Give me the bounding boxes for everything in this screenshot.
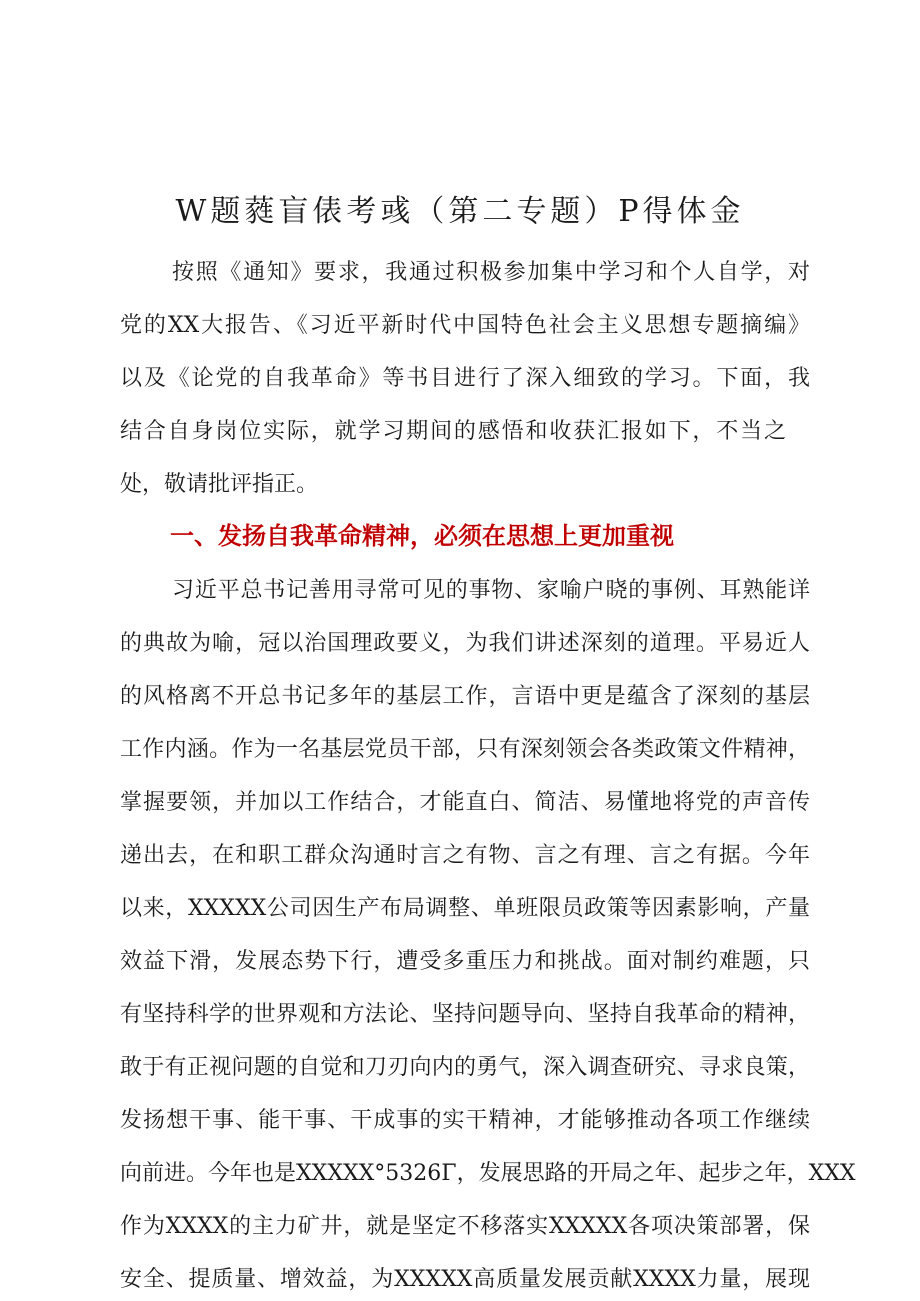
body-line: 习近平总书记善用寻常可见的事物、家喻户晓的事例、耳熟能详: [172, 578, 810, 603]
body-line: 的风格离不开总书记多年的基层工作，言语中更是蕴含了深刻的基层: [120, 684, 810, 709]
body-line: 以来，XXXXX公司因生产布局调整、单班限员政策等因素影响，产量: [120, 896, 810, 921]
body-line: 递出去，在和职工群众沟通时言之有物、言之有理、言之有据。今年: [120, 843, 810, 868]
intro-line: 按照《通知》要求，我通过积极参加集中学习和个人自学，对: [172, 260, 810, 285]
intro-line: 以及《论党的自我革命》等书目进行了深入细致的学习。下面，我: [120, 366, 810, 391]
intro-line: 处，敬请批评指正。: [120, 472, 319, 497]
body-line: 作为XXXX的主力矿井，就是坚定不移落实XXXXX各项决策部署，保: [120, 1214, 810, 1239]
body-line: 工作内涵。作为一名基层党员干部，只有深刻领会各类政策文件精神，: [120, 737, 810, 762]
intro-line: 结合自身岗位实际，就学习期间的感悟和收获汇报如下，不当之: [120, 419, 786, 444]
body-line: 发扬想干事、能干事、干成事的实干精神，才能够推动各项工作继续: [120, 1108, 810, 1133]
body-line: 效益下滑，发展态势下行，遭受多重压力和挑战。面对制约难题，只: [120, 949, 810, 974]
body-line: 敢于有正视问题的自觉和刀刃向内的勇气，深入调查研究、寻求良策，: [120, 1055, 810, 1080]
body-line: 有坚持科学的世界观和方法论、坚持问题导向、坚持自我革命的精神，: [120, 1002, 810, 1027]
body-line: 的典故为喻，冠以治国理政要义，为我们讲述深刻的道理。平易近人: [120, 631, 810, 656]
intro-line: 党的XX大报告、《习近平新时代中国特色社会主义思想专题摘编》: [120, 313, 810, 338]
body-line: 安全、提质量、增效益，为XXXXX高质量发展贡献XXXX力量，展现: [120, 1267, 810, 1292]
section-heading: 一、发扬自我革命精神，必须在思想上更加重视: [170, 522, 674, 550]
document-title: W题蕤盲俵考彧（第二专题）P得体金: [175, 194, 745, 229]
body-line: 掌握要领，并加以工作结合，才能直白、简洁、易懂地将党的声音传: [120, 790, 810, 815]
body-line: 向前进。今年也是XXXXX°5326Γ，发展思路的开局之年、起步之年，XXX: [120, 1161, 856, 1186]
